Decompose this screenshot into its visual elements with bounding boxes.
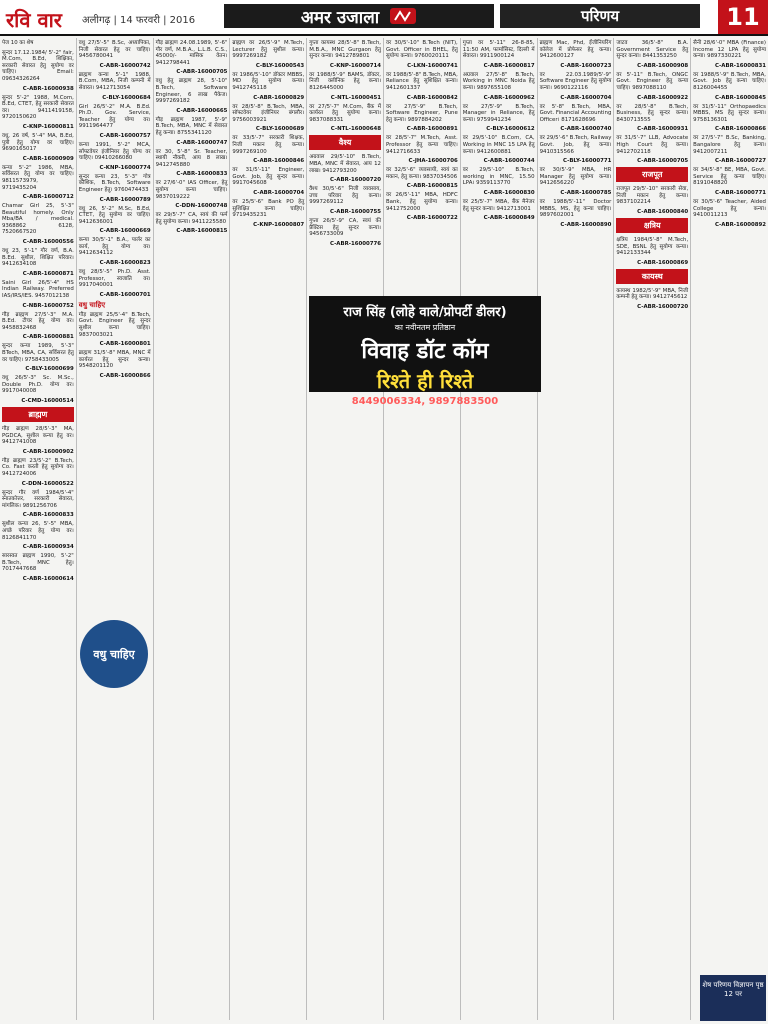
classified-ad: वधु 26/5'-3" Sc. M.Sc., Double Ph.D. योग्य वर। 9917040008 <box>2 375 74 395</box>
ad-code: C-ABR-16000931 <box>637 126 689 133</box>
ad-code: C-ABR-16000831 <box>714 62 766 69</box>
ad-code: C-ABR-16000669 <box>99 228 151 235</box>
classified-ad: कायस्थ 1982/5'-9" MBA, निजी कम्पनी हेतु कन्या। 9412745612 <box>616 287 689 301</box>
ad-code: C-ABR-16000840 <box>637 208 689 215</box>
classified-ad: वधु 26, 5'-2" M.Sc, B.Ed, CTET, हेतु सुयोग्य वर चाहिए। 9412636001 <box>78 205 151 225</box>
ad-code: C-ABR-16000869 <box>637 259 689 266</box>
ad-code: C-ABR-16000845 <box>714 94 766 101</box>
classified-ad: ब्राह्मण कन्या 5'-1" 1988, B.Com, MBA, निजी कम्पनी में सेवारत। 9412713054 <box>78 71 151 91</box>
ad-code: C-ABR-16000829 <box>253 94 305 101</box>
ad-code: C-ABR-16000722 <box>406 215 458 222</box>
classified-column-6 <box>384 38 461 1020</box>
classified-ad: पेज 10 का शेष <box>2 40 34 46</box>
ad-code: C-KNP-16000807 <box>253 221 305 228</box>
category-label: कायस्थ <box>616 269 688 284</box>
classified-ad: वर 27/5'-7" M.Com, बैंक में कार्यरत हेतु सुयोग्य कन्या। 9837088331 <box>309 103 381 123</box>
ad-code: C-ABR-16000833 <box>22 512 74 519</box>
classified-ad: सुन्दर 5'-2" 1988, M.Com, B.Ed, CTET, हेतु सरकारी सेवारत वर। 9411419158, 9720150620 <box>2 94 74 121</box>
classified-ad: वर 27/5'-9" B.Tech, Manager in Reliance, हेतु कन्या। 9759941234 <box>462 103 535 123</box>
classified-ad: Saini Girl 26/5'-4" HS Indian Railway. Preferred IAS/IRS/IES. 9457012138 <box>2 279 74 300</box>
ad-code: C-ABR-16000866 <box>99 373 151 379</box>
category-label: वैश्य <box>309 135 381 150</box>
classified-ad: गौड़ ब्राह्मण 28/5'-3" MA, PGDCA, सुशील कन्या हेतु वर। 9412741008 <box>2 425 74 446</box>
ad-code: C-ABR-16000556 <box>22 239 74 246</box>
classified-ad: ब्राह्मण 31/5'-8" MBA, MNC में कार्यरत हेतु सुन्दर कन्या। 9548201120 <box>78 350 151 370</box>
ad-code: C-ABR-16000704 <box>253 189 305 196</box>
ad-code: C-ABR-16000815 <box>176 228 228 235</box>
ad-code: C-DDN-16000522 <box>21 480 74 487</box>
classified-ad: सुन्दर कन्या 1989, 5'-3" BTech, MBA, CA, सर्विसरत हेतु वर चाहिए। 9758433005 <box>2 343 74 363</box>
ad-code: C-ABR-16000614 <box>22 575 74 582</box>
ad-code: C-JHA-16000706 <box>408 158 458 165</box>
ad-code: C-ABR-16000723 <box>560 62 612 69</box>
ad-code: C-ABR-16000747 <box>176 139 228 146</box>
classified-ad: वर 31/5'-11" Orthopaedics MBBS, MS हेतु सुन्दर कन्या। 9758136301 <box>693 103 766 123</box>
ad-code: C-KNP-16000774 <box>99 164 151 171</box>
ad-code: C-ABR-16000757 <box>99 132 151 139</box>
ad-code: C-ABR-16000771 <box>714 189 766 196</box>
ad-code: C-ABR-16000720 <box>637 303 689 310</box>
classified-ad: वर 29/5'-6" B.Tech, Railway Govt. Job, हेतु कन्या। 9410315566 <box>539 135 612 155</box>
classified-ad: वर 30/5'-10" B.Tech (NIT), Govt. Officer in BHEL, हेतु सुयोग्य कन्या। 9760020111 <box>385 40 458 60</box>
footer-note: शेष परिणय विज्ञापन पृष्ठ 12 पर <box>700 975 766 1021</box>
ad-code: C-ABR-16000846 <box>253 158 305 165</box>
ad-code: C-ABR-16000755 <box>329 208 381 215</box>
ad-code: C-ABR-16000866 <box>714 126 766 133</box>
vadhu-badge: वधु चाहिए <box>80 620 148 688</box>
classified-ad: गौड़ ब्राह्मण 1987, 5'-9" B.Tech, MBA, MNC में सेवारत हेतु कन्या। 8755341120 <box>155 116 228 136</box>
classified-ad: Chamar Girl 25, 5'-3" Beautiful homely. Only Mba/BA / medical. 9368862 6128, 7520667520 <box>2 203 74 236</box>
edition-date: अलीगढ़ | 14 फरवरी | 2016 <box>82 15 196 26</box>
classified-ad: वर 1988/5'-9" B.Tech, MBA, Govt. Job हेतु कन्या चाहिए। 8126004455 <box>693 71 766 91</box>
ad-code: C-NBR-16000752 <box>22 302 74 309</box>
ad-code: C-ABR-16000817 <box>483 62 535 69</box>
classified-ad: वर 29/5'-10" B.Com, CA, Working in MNC 15 LPA हेतु कन्या। 9412600881 <box>462 135 535 155</box>
classified-ad: गुप्ता 26/5'-9" CA, स्वयं की प्रैक्टिस हेतु सुन्दर कन्या। 9456733009 <box>309 217 381 238</box>
classified-ad: वर 1988/5'-11" Doctor MBBS, MS, हेतु कन्या चाहिए। 9897602001 <box>539 198 612 219</box>
classified-ad: गुप्ता कायस्थ 28/5'-8" B.Tech, M.B.A., MNC Gurgaon हेतु सुन्दर कन्या। 9412789801 <box>309 40 381 60</box>
classified-ad: गौड़ ब्राह्मण 23/5'-2" B.Tech, Co. Fast करती हेतु सुयोग्य वर। 9412724006 <box>2 457 74 477</box>
ad-code: C-BLY-16000689 <box>255 126 305 133</box>
page-header <box>0 0 768 36</box>
ad-code: C-ABR-16000704 <box>560 94 612 101</box>
classified-column-10 <box>691 38 768 1020</box>
classified-ad: वधु 28/5'-5" Ph.D. Asst. Professor, स्वजाति वर। 9917040001 <box>78 269 151 289</box>
ad-code: C-ABR-16000815 <box>406 183 458 190</box>
ad-code: C-ABR-16000890 <box>560 221 612 228</box>
ad-code: C-ABR-16000801 <box>99 341 151 348</box>
masthead-title: अमर उजाला <box>300 7 380 28</box>
category-label: क्षत्रिय <box>616 218 688 233</box>
ad-code: C-ABR-16000833 <box>176 171 228 178</box>
classified-ad: वर 30/5'-6" Teacher, Aided College हेतु कन्या। 9410011213 <box>693 198 766 219</box>
classified-ad: वर 28/5'-8" B.Tech, MBA, सॉफ्टवेयर इंजीनियर बंगलौर। 9756003921 <box>232 103 305 123</box>
ad-code: C-ABR-16000871 <box>22 270 74 277</box>
classified-ad: ब्राह्मण Mac, Phd, ईंजीनियरिंग कॉलेज में प्रोफेसर हेतु कन्या। 9412600127 <box>539 40 612 60</box>
classified-ad: वर 28/5'-7" M.Tech, Asst. Professor हेतु कन्या चाहिए। 9412716633 <box>385 135 458 155</box>
classified-column-9 <box>614 38 691 1020</box>
ad-code: C-LKN-16000741 <box>407 62 458 69</box>
ad-code: C-ABR-16000902 <box>22 448 74 455</box>
ad-code: C-ABR-16000705 <box>637 158 689 165</box>
classified-ad: राजपूत 29/5'-10" सरकारी सेवा, निजी मकान हेतु कन्या। 9837102214 <box>616 186 689 206</box>
ad-code: C-BLY-16000771 <box>563 158 612 165</box>
classified-ad: वैश्य 30/5'-6" निजी व्यवसाय, उच्च परिवार हेतु कन्या। 9997269112 <box>309 186 381 206</box>
ad-code: C-ABR-16000881 <box>22 334 74 341</box>
classified-ad: वधु 23, 5'-1" गौर वर्ण, B.A. B.Ed. सुशील, शिक्षित परिवार। 9412634108 <box>2 248 74 268</box>
classified-ad: वर 34/5'-8" BE, MBA, Govt. Service हेतु कन्या चाहिए। 8191048820 <box>693 167 766 187</box>
ad-code: C-ABR-16000740 <box>560 126 612 133</box>
classified-ad: वर 1988/5'-9" BAMS, डॉक्टर, निजी क्लीनिक हेतु कन्या। 8126445000 <box>309 71 381 91</box>
classified-ad: कन्या 5'-2" 1986, MBA, सर्विसरत हेतु योग्य वर चाहिए। 9811573979, 9719435204 <box>2 164 74 191</box>
classified-ad: वर 1986/5'-10" डॉक्टर MBBS, MD हेतु सुयोग्य कन्या। 9412745118 <box>232 71 305 91</box>
classified-ad: कन्या 1991, 5'-2" MCA, सॉफ्टवेयर इंजीनियर हेतु योग्य वर चाहिए। 09410266080 <box>78 141 151 162</box>
classified-column-3 <box>154 38 231 1020</box>
ad-code: C-BLY-16000612 <box>486 126 535 133</box>
ad-code: C-ABR-16000922 <box>637 94 689 101</box>
logo-icon <box>389 7 417 25</box>
classified-ad: वधु हेतु ब्राह्मण 28, 5'-10" B.Tech, Software Engineer, 6 लाख पैकेज। 9997269182 <box>155 78 228 105</box>
classified-column-8 <box>538 38 615 1020</box>
ad-code: C-ABR-16000727 <box>714 158 766 165</box>
classified-column-2 <box>77 38 154 1020</box>
classified-ad: वर 27/5'-9" B.Tech, Software Engineer, Pune हेतु कन्या। 9897884202 <box>385 103 458 123</box>
ad-code: C-ABR-16000892 <box>714 221 766 228</box>
classified-ad: वर 27/6'-0" IAS Officer, हेतु सुयोग्य कन्या चाहिए। 9837019222 <box>155 180 228 200</box>
promo-line2: का नवीनतम प्रतिष्ठान <box>394 323 456 332</box>
brand-left: रवि वार <box>6 8 62 32</box>
classified-ad: गौड़ ब्राह्मण 27/5'-3" M.A. B.Ed. टीचर हेतु योग्य वर। 9458832468 <box>2 311 74 331</box>
classified-ad: वर 33/5'-7" सरकारी शिक्षक, निजी मकान हेतु कन्या। 9997269100 <box>232 135 305 155</box>
ad-code: C-ABR-16000830 <box>483 189 535 196</box>
classified-ad: अग्रवाल 27/5'-8" B.Tech, Working in MNC Noida हेतु कन्या। 9897655108 <box>462 71 535 91</box>
classified-ad: क्षत्रिय 1984/5'-8" M.Tech, SDE, BSNL हेतु सुयोग्य कन्या। 9412133344 <box>616 236 689 257</box>
classified-ad: वर 27/5'-7" B.Sc, Banking, Bangalore हेतु कन्या। 9412007211 <box>693 135 766 155</box>
ad-code: C-ABR-16000849 <box>483 215 535 222</box>
ad-code: C-ABR-16000908 <box>637 62 689 69</box>
classified-ad: वर 22.03.1989/5'-9" Software Engineer हेतु सुयोग्य कन्या। 9690122116 <box>539 71 612 91</box>
ad-code: C-BLY-16000699 <box>25 366 74 373</box>
classified-ad: वर 25/5'-6" Bank PO हेतु सुशिक्षित कन्या चाहिए। 9719435231 <box>232 198 305 219</box>
ad-code: C-ABR-16000720 <box>329 177 381 184</box>
category-label: ब्राह्मण <box>2 407 74 422</box>
classified-ad: वर 30/5'-9" MBA, HR Manager हेतु सुयोग्य कन्या। 9412656220 <box>539 167 612 187</box>
section-title: परिणय <box>500 4 700 28</box>
ad-code: C-BLY-16000543 <box>255 62 305 69</box>
classified-column-5 <box>307 38 384 1020</box>
ad-code: C-ABR-16000934 <box>22 544 74 551</box>
ad-code: C-DDN-16000748 <box>175 203 228 210</box>
classified-ad: वर 5'-11" B.Tech, ONGC Govt. Engineer हेतु कन्या चाहिए। 9897088110 <box>616 71 689 91</box>
classified-ad: वर 5'-8" B.Tech, MBA, Govt. Financial Accounting Officer। 8171628696 <box>539 103 612 123</box>
classified-column-7 <box>461 38 538 1020</box>
classified-ad: वर 1988/5'-8" B.Tech, MBA, Reliance हेतु सुशिक्षित कन्या। 9412601337 <box>385 71 458 91</box>
masthead <box>224 4 494 28</box>
classified-column-1 <box>0 38 77 1020</box>
promo-line4: रिश्ते ही रिश्ते <box>376 369 474 393</box>
classified-ad: वर 28/5'-8" B.Tech, Business, हेतु सुन्दर कन्या। 8430713555 <box>616 103 689 123</box>
classified-ad: अग्रवाल 29/5'-10" B.Tech, MBA, MNC में सेवारत, आय 12 लाख। 9412793200 <box>309 154 381 174</box>
classified-ad: वधु 27/5'-5" B.Sc, अध्यापिका, निजी सेवारत हेतु वर चाहिए। 9456780041 <box>78 40 151 60</box>
ad-code: C-ABR-16000789 <box>99 196 151 203</box>
classified-ad: Girl 26/5'-2" M.A. B.Ed. Ph.D. Gov. Service, Teacher हेतु योग्य वर। 9911964477 <box>78 103 151 130</box>
promo-line3: विवाह डॉट कॉम <box>361 339 489 364</box>
classified-ad: ब्राह्मण वर 26/5'-9" M.Tech, Lecturer हेतु सुशील कन्या। 9997269182 <box>232 40 305 60</box>
classified-ad: वधु, 26 वर्ष, 5'-4" MA, B.Ed, पुत्री हेतु योग्य वर चाहिए। 9690165017 <box>2 132 74 153</box>
ad-code: C-ABR-16000712 <box>22 194 74 201</box>
classified-ad: वर 31/5'-11" Engineer, Govt. Job, हेतु सुन्दर कन्या। 9917045608 <box>232 167 305 187</box>
ad-code: C-KNP-16000811 <box>22 123 74 130</box>
ad-code: C-NTL-16000451 <box>330 94 381 101</box>
ad-code: C-ABR-16000938 <box>22 85 74 92</box>
classified-ad: गौड़ ब्राह्मण 24.08.1989, 5'-6" गौर वर्ण, M.B.A., L.L.B. C.S., 45000/- मासिक वेतन। 9412798441 <box>155 40 228 66</box>
page-number: 11 <box>718 0 768 34</box>
ad-code: C-ABR-16000705 <box>176 69 228 76</box>
classified-ad: वर 30, 5'-8" Sr. Teacher, स्थायी नौकरी, आय 8 लाख। 9412745880 <box>155 148 228 168</box>
ad-code: C-CMD-16000514 <box>21 397 74 404</box>
classified-ad: वर 29/5'-10" B.Tech, working in MNC, 15.50 LPA। 9359113770 <box>462 167 535 187</box>
category-badge: वधु चाहिए <box>78 300 106 309</box>
ad-code: C-ABR-16000744 <box>483 158 535 165</box>
ad-code: C-ABR-16000701 <box>99 291 151 298</box>
classified-ad: सैनी 28/6'-0" MBA (Finance) Income 12 LPA हेतु सुयोग्य कन्या। 9897330221 <box>693 40 766 60</box>
ad-code: C-KNP-16000714 <box>329 62 381 69</box>
classified-ad: सुन्दर गौर वर्ण 1984/5'-4" स्नातकोत्तर, सरकारी सेवारत, मांगलिक। 9891256706 <box>2 489 74 509</box>
ad-code: C-ABR-16000823 <box>99 260 151 267</box>
classified-ad: वर 26/5'-11" MBA, HDFC Bank, हेतु सुयोग्य कन्या। 9412752000 <box>385 192 458 212</box>
ad-code: C-ABR-16000891 <box>406 126 458 133</box>
classified-columns <box>0 38 768 1020</box>
ad-code: C-NTL-16000648 <box>330 126 381 133</box>
promo-line1: राज सिंह (लोहे वाले/प्रोपर्टी डीलर) <box>343 305 507 320</box>
ad-code: C-ABR-16000785 <box>560 189 612 196</box>
classified-ad: वर 25/5'-7" MBA, बैंक मैनेजर हेतु सुन्दर कन्या। 9412713001 <box>462 198 535 212</box>
classified-ad: जाटव 36/5'-8" B.A. Government Service हेतु सुन्दर कन्या। 8441353250 <box>616 40 689 60</box>
classified-ad: वर 32/5'-6" व्यवसायी, स्वयं का मकान, हेतु कन्या। 9837034506 <box>385 167 458 180</box>
classified-ad: सुन्दर 17.12.1984/ 5'-2" fair, M.Com, B.Ed, शिक्षिका, सरकारी सेवारत हेतु सुयोग्य वर चाहिए। Email: 09634326264 <box>2 49 74 82</box>
classified-ad: गौड़ ब्राह्मण 25/5'-4" B.Tech, Govt. Engineer हेतु सुन्दर सुशील कन्या चाहिए। 9837003021 <box>78 311 151 338</box>
ad-code: C-BLY-16000684 <box>102 94 151 101</box>
category-label: राजपूत <box>616 167 688 182</box>
ad-code: C-ABR-16000742 <box>99 62 151 69</box>
ad-code: C-ABR-16000665 <box>176 107 228 114</box>
promo-advertisement <box>309 296 541 407</box>
promo-phone: 8449006334, 9897883500 <box>351 396 499 407</box>
ad-code: C-ABR-16000776 <box>329 240 381 247</box>
classified-ad: सुशील कन्या 26, 5'-5" MBA, अच्छे परिवार हेतु योग्य वर। 8126841170 <box>2 521 74 541</box>
ad-code: C-ABR-16000909 <box>22 155 74 162</box>
classified-ad: वर 29/5'-7" CA, स्वयं की फर्म हेतु सुयोग्य कन्या। 9411225580 <box>155 212 228 225</box>
ad-code: C-ABR-16000962 <box>483 94 535 101</box>
classified-ad: सारस्वत ब्राह्मण 1990, 5'-2" B.Tech, MNC हेतु। 7017447668 <box>2 553 74 573</box>
classified-ad: कन्या 30/5'-1" B.A., पार्लर का कार्य, हेतु योग्य वर। 9412634112 <box>78 237 151 257</box>
ad-code: C-ABR-16000842 <box>406 94 458 101</box>
classified-ad: सुन्दर कन्या 23, 5'-3" गोत्र कौशिक, B.Tech, Software Engineer हेतु। 9760474433 <box>78 173 151 193</box>
classified-ad: वर 31/5'-7" LLB, Advocate High Court हेतु कन्या। 9412702118 <box>616 135 689 155</box>
classified-column-4 <box>230 38 307 1020</box>
classified-ad: गुप्ता वर 5'-11" 26-8-85, 11:50 AM, फार्मासिस्ट, दिल्ली में सेवारत। 9911900124 <box>462 40 535 60</box>
